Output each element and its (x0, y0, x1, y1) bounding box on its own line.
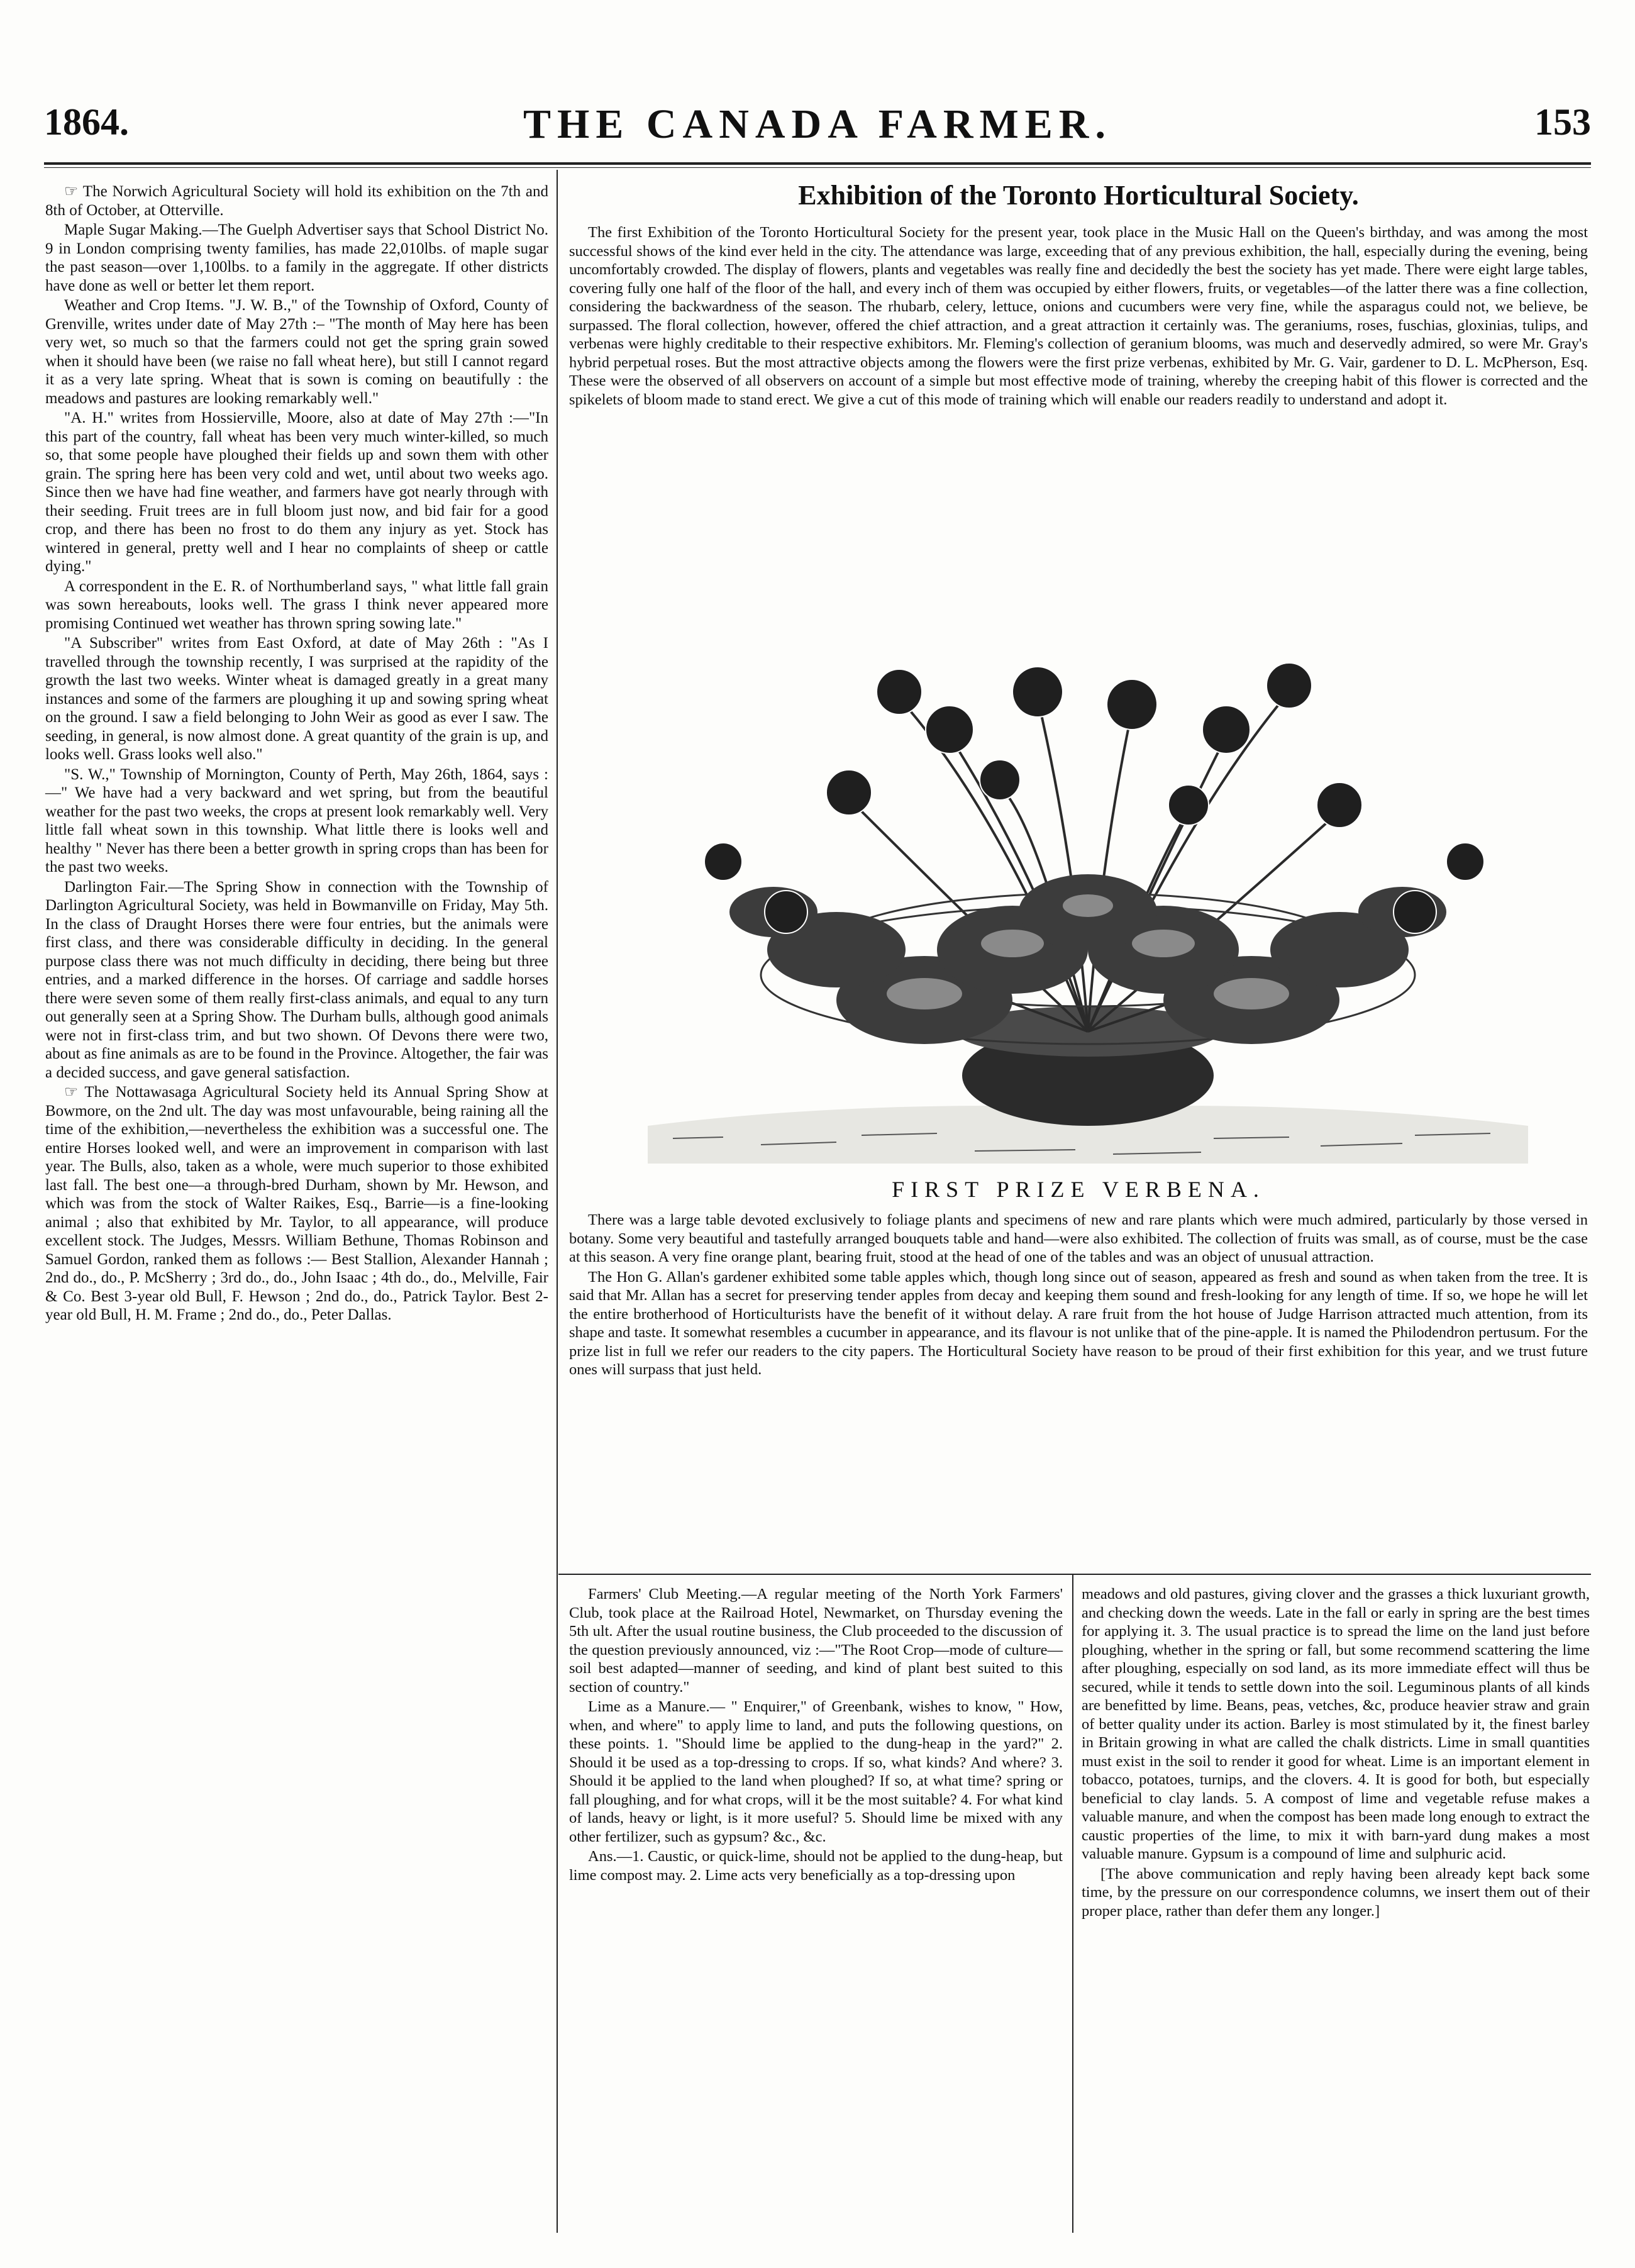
column-divider-lower (1072, 1575, 1073, 2233)
exhibition-continued (569, 1211, 1588, 1379)
item-nottawasaga: ☞ The Nottawasaga Agricultural Society held its Annual Spring Show at Bowmore, on the 2nd ult. The day was most unfavourable, being raining all the time of the exhibition,—nevertheless the exhibition was a successful one. The entire Horses looked well, and were an improvement in comparison with last year. The Bulls, also, taken as a whole, were much superior to those exhibited last fall. The best one—a through-bred Durham, shown by Mr. Hewson, and which was from the stock of Walter Raikes, Esq., Barrie—is a fine-looking animal ; also that exhibited by Mr. Taylor, to all appearance, will produce excellent stock. The Judges, Messrs. William Bethune, Thomas Robinson and Samuel Gordon, ranked them as follows :— Best Stallion, Alexander Hannah ; 2nd do., do., P. McSherry ; 3rd do., do., John Isaac ; 4th do., do., Melville, Fair & Co. Best 3-year old Bull, F. Hewson ; 2nd do., do., Patrick Taylor. Best 2-year old Bull, H. M. Frame ; 2nd do., do., Peter Dallas. (45, 1084, 548, 1323)
lower-middle-column (569, 1585, 1063, 1884)
exhibition-intro (569, 223, 1588, 409)
page-header (44, 101, 1591, 157)
item-weather-crop: Weather and Crop Items. "J. W. B.," of the Township of Oxford, County of Grenville, writes under date of May 27th :– "The month of May here has been very wet, so much so that the farmers could not get the spring grain sowed when it should have been (we raise no fall wheat here), but still I cannot regard it as a very late spring. Wheat that is sown is coming on beautifully : the meadows and pastures are looking remarkably well." (45, 297, 548, 407)
column-divider-left (557, 170, 558, 2233)
item-answer-continued: meadows and old pastures, giving clover and the grasses a thick luxuriant growth, and checking down the weeds. Late in the fall or early in spring are the best times for applying it. 3. The usual practice is to spread the lime on the land just before ploughing, whether in the spring or fall, but some recommend scattering the lime after ploughing, especially on sod land, as its more immediate effect will thus be secured, while it tends to settle down into the soil. Leguminous plants of all kinds are benefitted by lime. Beans, peas, vetches, &c, produce heavier straw and grain of better quality under its action. Barley is most stimulated by it, the finest barley in Britain growing in what are called the chalk districts. Lime in small quantities must exist in the soil to render it good for wheat. Lime is an important element in tobacco, potatoes, turnips, and the clovers. 4. It is good for both, but especially beneficial to clay lands. 5. A compost of lime and vegetable refuse makes a valuable manure, and when the compost has been made long enough to extract the caustic properties of the lime, to mix it with barn-yard dung makes a most valuable manure. Gypsum is a compound of lime and sulphuric acid. (1082, 1586, 1590, 1862)
item-darlington-fair: Darlington Fair.—The Spring Show in connection with the Township of Darlington Agricultural Society, was held in Bowmanville on Friday, May 5th. In the class of Draught Horses there were four entries, but the animals were first class, and there was considerable difficulty in deciding. In the general purpose class there was not much difficulty in deciding, there being but three entries, and a marked difference in the horses. Of carriage and saddle horses there were seven some of them really first-class animals, and equal to any turn out generally seen at a Spring Show. The Durham bulls, although good animals were not in first-class trim, and but two shown. Of Devons there were two, about as fine animals as are to be found in the Province. Altogether, the fair was a decided success, and gave general satisfaction. (45, 878, 548, 1081)
item-hossierville: "A. H." writes from Hossierville, Moore, also at date of May 27th :—"In this part of the country, fall wheat has been very much winter-killed, so much so, that some people have ploughed their fields up and sown them with other grain. The spring here has been very cold and wet, until about two weeks ago. Since then we have had fine weather, and farmers have got nearly through with their seeding. Fruit trees are in full bloom just now, and bid fair for a good crop, and there has been no frost to do them any injury as yet. Stock has wintered in general, pretty well and I hear no complaints of sheep or cattle dying." (45, 409, 548, 575)
exhibition-intro-text: The first Exhibition of the Toronto Horticultural Society for the present year, took place in the Music Hall on the Queen's birthday, and was among the most successful shows of the kind ever held in the city. The attendance was large, exceeding that of any previous exhibition, the hall, especially during the evening, being uncomfortably crowded. The display of flowers, plants and vegetables was really fine and decidedly the best the society has yet made. There were eight large tables, covering fully one half of the floor of the hall, and every inch of them was occupied by either flowers, fruits, or vegetables—of the latter there was a fine collection, considering the backwardness of the season. The rhubarb, celery, lettuce, onions and cucumbers were very fine, while the asparagus could not, we believe, be surpassed. The floral collection, however, offered the chief attraction, and a great attraction it certainly was. The geraniums, roses, fuschias, gloxinias, tulips, and verbenas were highly creditable to their respective exhibitors. Mr. Fleming's collection of geranium blooms, was much and deservedly admired, so were Mr. Gray's hybrid perpetual roses. But the most attractive objects among the flowers were the first prize verbenas, exhibited by Mr. G. Vair, gardener to D. L. McPherson, Esq. These were the observed of all observers on account of a simple but most effective mode of training, whereby the creeping habit of this flower is corrected and the spikelets of bloom made to stand erect. We give a cut of this mode of training which will enable our readers readily to understand and adopt it. (569, 224, 1588, 408)
item-answer-start: Ans.—1. Caustic, or quick-lime, should not be applied to the dung-heap, but lime compost may. 2. Lime acts very beneficially as a top-dressing upon (569, 1848, 1063, 1884)
item-farmers-club: Farmers' Club Meeting.—A regular meeting of the North York Farmers' Club, took place at the Railroad Hotel, Newmarket, on Thursday evening the 5th ult. After the usual routine business, the Club proceeded to the discussion of the question previously announced, viz :—"The Root Crop—mode of culture—soil best adapted—manner of seeding, and kind of plant best suited to this section of country." (569, 1586, 1063, 1696)
item-maple-sugar: Maple Sugar Making.—The Guelph Advertiser says that School District No. 9 in London comprising twenty families, has made 22,010lbs. of maple sugar the past season—over 1,100lbs. to a family in the aggregate. If other districts have done as well or better let them report. (45, 221, 548, 294)
item-east-oxford: "A Subscriber" writes from East Oxford, at date of May 26th : "As I travelled through the township recently, I was surprised at the rapidity of the growth the last two weeks. Winter wheat is damaged greatly in a great many instances and some of the farmers are ploughing it up and sowing spring wheat on the ground. I saw a field belonging to John Weir as good as ever I saw. The seeding, in general, is now almost done. A great quantity of the grain is up, and looks well. Grass looks well also." (45, 635, 548, 763)
header-page-number: 153 (1534, 101, 1591, 143)
verbena-illustration (597, 623, 1578, 1176)
item-northumberland: A correspondent in the E. R. of Northumberland says, " what little fall grain was sown hereabouts, looks well. The grass I think never appeared more promising Continued wet weather has thrown spring sowing late." (45, 577, 548, 632)
item-lime-manure: Lime as a Manure.— " Enquirer," of Greenbank, wishes to know, " How, when, and where" to apply lime to land, and puts the following questions, on these points. 1. "Should lime be applied to the dung-heap in the yard?" 2. Should it be used as a top-dressing to crops. If so, what kinds? And where? 3. Should it be applied to the land when ploughed? If so, at what time? spring or fall ploughing, and for what crops, will it be the most suitable? 4. For what kind of lands, heavy or light, is it more useful? 5. Should lime be mixed with any other fertilizer, such as gypsum? &c., &c. (569, 1698, 1063, 1845)
header-title: THE CANADA FARMER. (523, 101, 1112, 147)
article-title: Exhibition of the Toronto Horticultural Society. (798, 180, 1359, 211)
header-rule-bottom (44, 167, 1591, 168)
item-norwich: ☞ The Norwich Agricultural Society will hold its exhibition on the 7th and 8th of October, at Otterville. (45, 183, 548, 219)
item-mornington: "S. W.," Township of Mornington, County of Perth, May 26th, 1864, says :—" We have had a very backward and wet spring, but from the beautiful weather for the past two weeks, the crops at present look remarkably well. Very little fall wheat sown in this township. What little there is looks well and healthy " Never has there been a better growth in spring crops than has been for the past two weeks. (45, 765, 548, 876)
illustration-caption: FIRST PRIZE VERBENA. (892, 1177, 1265, 1202)
exhibition-para-3: The Hon G. Allan's gardener exhibited some table apples which, though long since out of season, appeared as fresh and sound as when taken from the tree. It is said that Mr. Allan has a secret for preserving tender apples from decay and keeping them sound and fresh-looking for any length of time. If so, we hope he will let the entire brotherhood of Horticulturists have the benefit of it without delay. A rare fruit from the hot house of Judge Harrison attracted much attention, from its shape and taste. It somewhat resembles a cucumber in appearance, and its flavour is not unlike that of the pine-apple. It is named the Philodendron pertusum. For the prize list in full we refer our readers to the city papers. The Horticultural Society have reason to be proud of their first exhibition for this year, and we trust future ones will surpass that just held. (569, 1268, 1588, 1378)
header-rule-top (44, 162, 1591, 165)
left-column (45, 182, 548, 1325)
exhibition-para-2: There was a large table devoted exclusively to foliage plants and specimens of new and rare plants which were much admired, particularly by those versed in botany. Some very beautiful and tastefully arranged bouquets table and hand—were also exhibited. The collection of fruits was small, as of course, must be the case at this season. A very fine orange plant, bearing fruit, stood at the head of one of the tables and was an object of unusual attraction. (569, 1211, 1588, 1265)
section-divider-horizontal (558, 1574, 1591, 1575)
header-year: 1864. (44, 101, 129, 143)
lower-right-column (1082, 1585, 1590, 1920)
item-editor-note: [The above communication and reply having been already kept back some time, by the pressure on our correspondence columns, we insert them out of their proper place, rather than defer them any longer.] (1082, 1865, 1590, 1920)
